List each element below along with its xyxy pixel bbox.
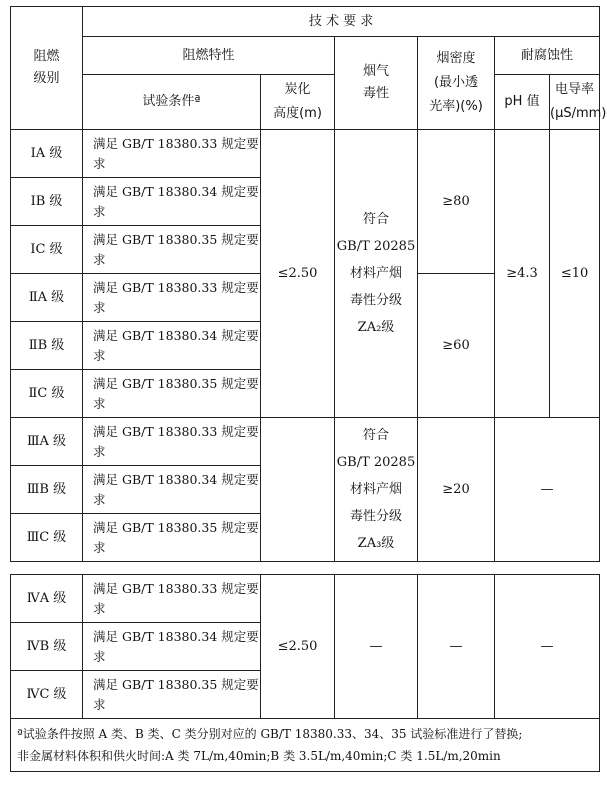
header-char-height: 炭化 高度(m) <box>261 75 335 130</box>
condition-cell: 满足 GB/T 18380.34 规定要求 <box>83 178 261 226</box>
ph-value: ≥4.3 <box>495 130 550 418</box>
char-height-value: ≤2.50 <box>261 130 335 418</box>
condition-cell: 满足 GB/T 18380.34 规定要求 <box>83 623 261 671</box>
grade-cell: ⅠC 级 <box>11 226 83 274</box>
density-80: ≥80 <box>418 130 495 274</box>
density-dash: — <box>418 575 495 719</box>
header-test-condition: 试验条件ª <box>83 75 261 130</box>
density-60: ≥60 <box>418 274 495 418</box>
grade-cell: ⅣB 级 <box>11 623 83 671</box>
grade-cell: ⅠB 级 <box>11 178 83 226</box>
toxicity-za3: 符合 GB/T 20285 材料产烟 毒性分级 ZA₃级 <box>335 418 418 562</box>
condition-cell: 满足 GB/T 18380.34 规定要求 <box>83 322 261 370</box>
header-corrosion: 耐腐蚀性 <box>495 37 600 75</box>
footnote <box>11 719 600 772</box>
condition-cell: 满足 GB/T 18380.33 规定要求 <box>83 274 261 322</box>
toxicity-za2: 符合 GB/T 20285 材料产烟 毒性分级 ZA₂级 <box>335 130 418 418</box>
toxicity-dash: — <box>335 575 418 719</box>
header-grade: 阻燃 级别 <box>11 7 83 130</box>
grade-cell: ⅡB 级 <box>11 322 83 370</box>
footnote-line-1: ª试验条件按照 A 类、B 类、C 类分别对应的 GB/T 18380.33、34、35 试验标准进行了替换; <box>17 727 523 741</box>
header-smoke-density: 烟密度 (最小透 光率)(%) <box>418 37 495 130</box>
char-height-empty <box>261 418 335 562</box>
grade-cell: ⅢA 级 <box>11 418 83 466</box>
condition-cell: 满足 GB/T 18380.34 规定要求 <box>83 466 261 514</box>
grade-cell: ⅣC 级 <box>11 671 83 719</box>
condition-cell: 满足 GB/T 18380.33 规定要求 <box>83 130 261 178</box>
corrosion-dash: — <box>495 575 600 719</box>
footnote-line-2: 非金属材料体积和供火时间:A 类 7L/m,40min;B 类 3.5L/m,40min;C 类 1.5L/m,20min <box>17 749 501 763</box>
condition-cell: 满足 GB/T 18380.35 规定要求 <box>83 514 261 562</box>
condition-cell: 满足 GB/T 18380.33 规定要求 <box>83 575 261 623</box>
header-tech-requirements: 技 术 要 求 <box>83 7 600 37</box>
condition-cell: 满足 GB/T 18380.33 规定要求 <box>83 418 261 466</box>
corrosion-dash: — <box>495 418 600 562</box>
header-conductivity: 电导率 (μS/mm) <box>550 75 600 130</box>
grade-cell: ⅢB 级 <box>11 466 83 514</box>
header-flame-properties: 阻燃特性 <box>83 37 335 75</box>
char-height-value: ≤2.50 <box>261 575 335 719</box>
grade-cell: ⅢC 级 <box>11 514 83 562</box>
condition-cell: 满足 GB/T 18380.35 规定要求 <box>83 226 261 274</box>
grade-cell: ⅣA 级 <box>11 575 83 623</box>
condition-cell: 满足 GB/T 18380.35 规定要求 <box>83 370 261 418</box>
header-smoke-toxicity: 烟气 毒性 <box>335 37 418 130</box>
grade-cell: ⅡC 级 <box>11 370 83 418</box>
flame-retardant-table <box>10 6 607 562</box>
condition-cell: 满足 GB/T 18380.35 规定要求 <box>83 671 261 719</box>
conductivity-value: ≤10 <box>550 130 600 418</box>
density-20: ≥20 <box>418 418 495 562</box>
grade-cell: ⅡA 级 <box>11 274 83 322</box>
grade-cell: ⅠA 级 <box>11 130 83 178</box>
header-ph: pH 值 <box>495 75 550 130</box>
flame-retardant-table-continued <box>10 574 600 772</box>
